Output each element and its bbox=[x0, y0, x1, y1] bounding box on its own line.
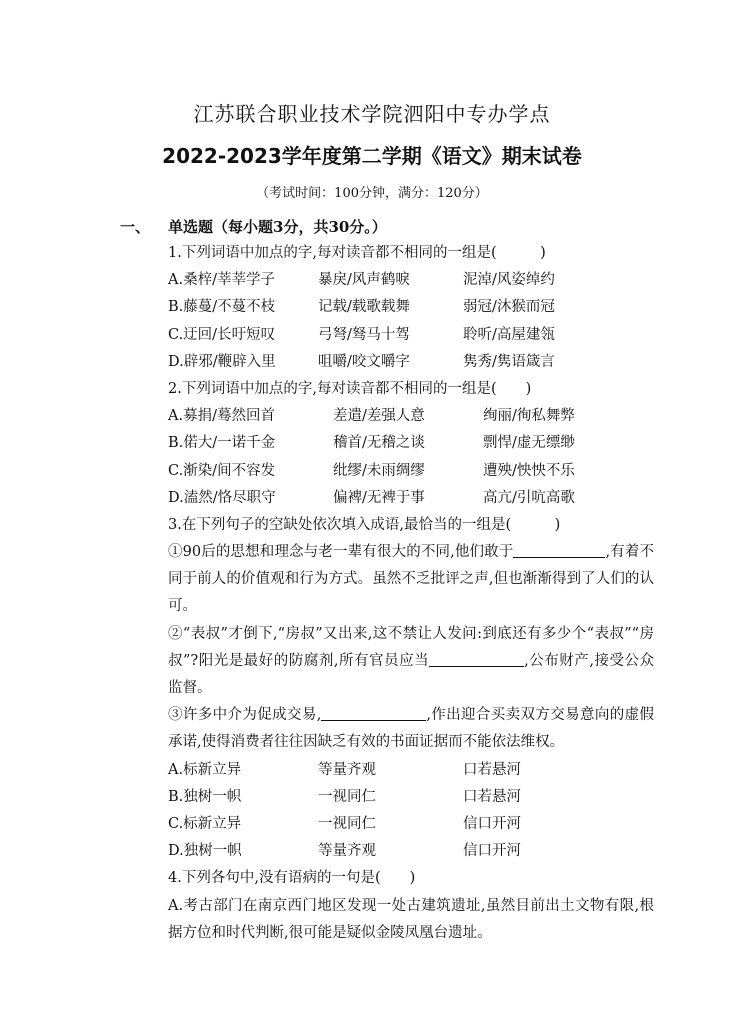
option-cell: 等量齐观 bbox=[318, 761, 376, 778]
option-cell: 一视同仁 bbox=[318, 816, 376, 833]
section-label: 单选题（每小题3分，共30分。） bbox=[168, 218, 387, 236]
option-cell: B.藤蔓/不蔓不枝 bbox=[168, 299, 276, 316]
sentence-text: ③许多中介为促成交易, bbox=[168, 707, 322, 724]
q3-option-b bbox=[168, 784, 654, 811]
answer-blank bbox=[513, 541, 605, 558]
option-cell: B.独树一帜 bbox=[168, 788, 242, 805]
option-cell: D.独树一帜 bbox=[168, 843, 242, 860]
q2-option-d bbox=[168, 485, 654, 512]
q1-option-d bbox=[168, 349, 654, 376]
option-cell: C.标新立异 bbox=[168, 816, 242, 833]
q3-sentence-2 bbox=[168, 621, 654, 703]
option-cell: 口若悬河 bbox=[463, 761, 521, 778]
q4-stem: 4.下列各句中,没有语病的一句是( ) bbox=[168, 870, 416, 887]
option-cell: 弓弩/驽马十驾 bbox=[318, 326, 410, 343]
section-heading bbox=[120, 216, 387, 237]
q1-option-a bbox=[168, 267, 654, 294]
sentence-text: ,公布财产,接受公众监督。 bbox=[168, 652, 655, 697]
q3-option-d bbox=[168, 838, 654, 865]
q3-option-c bbox=[168, 811, 654, 838]
school-name: 江苏联合职业技术学院泗阳中专办学点 bbox=[193, 102, 551, 126]
q3-sentence-1 bbox=[168, 539, 654, 621]
option-cell: 剽悍/虚无缥缈 bbox=[483, 435, 575, 452]
option-cell: 记载/载歌载舞 bbox=[318, 299, 410, 316]
option-cell: A.募捐/蓦然回首 bbox=[168, 408, 275, 425]
answer-blank bbox=[429, 650, 524, 667]
answer-blank bbox=[321, 704, 426, 721]
option-cell: 聆听/高屋建瓴 bbox=[463, 326, 555, 343]
option-cell: C.渐染/间不容发 bbox=[168, 462, 276, 479]
option-cell: 一视同仁 bbox=[318, 788, 376, 805]
option-cell: 口若悬河 bbox=[463, 788, 521, 805]
option-cell: 高亢/引吭高歌 bbox=[483, 489, 575, 506]
sentence-text: ②“表叔”才倒下,“房叔”又出来,这不禁让人发问:到底还有多少个“表叔”“房叔”?阳光是最好的防腐剂,所有官员应当 bbox=[168, 625, 654, 669]
sentence-text: ,有着不同于前人的价值观和行为方式。虽然不乏批评之声,但也渐渐得到了人们的认可。 bbox=[168, 544, 655, 615]
q4-option-a: A.考古部门在南京西门地区发现一处古建筑遗址,虽然目前出土文物有限,根据方位和时代判断,很可能是疑似金陵凤凰台遗址。 bbox=[168, 897, 654, 941]
option-cell: 差遣/差强人意 bbox=[333, 408, 425, 425]
q2-option-c bbox=[168, 458, 654, 485]
q2-option-a bbox=[168, 403, 654, 430]
option-cell: 纰缪/未雨绸缪 bbox=[333, 462, 425, 479]
option-cell: 偏裨/无裨于事 bbox=[333, 489, 425, 506]
option-cell: 信口开河 bbox=[463, 843, 521, 860]
questions bbox=[168, 240, 654, 947]
option-cell: 泥淖/风姿绰约 bbox=[463, 272, 555, 289]
q3-sentence-3 bbox=[168, 702, 654, 756]
option-cell: A.桑梓/莘莘学子 bbox=[168, 272, 275, 289]
option-cell: B.偌大/一诺千金 bbox=[168, 435, 276, 452]
option-cell: 遭殃/怏怏不乐 bbox=[483, 462, 575, 479]
option-cell: D.溘然/恪尽职守 bbox=[168, 489, 276, 506]
q1-stem: 1.下列词语中加点的字,每对读音都不相同的一组是( ) bbox=[168, 245, 546, 261]
option-cell: 隽秀/隽语箴言 bbox=[463, 353, 555, 370]
section-number: 一、 bbox=[120, 218, 151, 236]
q1-option-c bbox=[168, 322, 654, 349]
option-cell: 暴戾/风声鹤唳 bbox=[318, 272, 410, 289]
sentence-text: ①90后的思想和理念与老一辈有很大的不同,他们敢于 bbox=[168, 544, 514, 561]
option-cell: 稽首/无稽之谈 bbox=[333, 435, 425, 452]
option-cell: 咀嚼/咬文嚼字 bbox=[318, 353, 410, 370]
option-cell: 弱冠/沐猴而冠 bbox=[463, 299, 555, 316]
q1-option-b bbox=[168, 294, 654, 321]
q3-stem: 3.在下列句子的空缺处依次填入成语,最恰当的一组是( ) bbox=[168, 516, 561, 533]
q2-stem: 2.下列词语中加点的字,每对读音都不相同的一组是( ) bbox=[168, 380, 532, 397]
option-cell: C.迂回/长吁短叹 bbox=[168, 326, 276, 343]
q3-option-a bbox=[168, 757, 654, 784]
option-cell: D.辟邪/鞭辟入里 bbox=[168, 353, 276, 370]
option-cell: 信口开河 bbox=[463, 816, 521, 833]
sentence-text: ,作出迎合买卖双方交易意向的虚假承诺,使得消费者往往因缺乏有效的书面证据而不能依法维权。 bbox=[168, 707, 655, 751]
exam-meta: （考试时间：100分钟，满分：120分） bbox=[256, 186, 488, 201]
exam-title: 2022-2023学年度第二学期《语文》期末试卷 bbox=[162, 144, 582, 168]
option-cell: 绚丽/徇私舞弊 bbox=[483, 408, 575, 425]
option-cell: A.标新立异 bbox=[168, 761, 242, 778]
q2-option-b bbox=[168, 430, 654, 457]
option-cell: 等量齐观 bbox=[318, 843, 376, 860]
